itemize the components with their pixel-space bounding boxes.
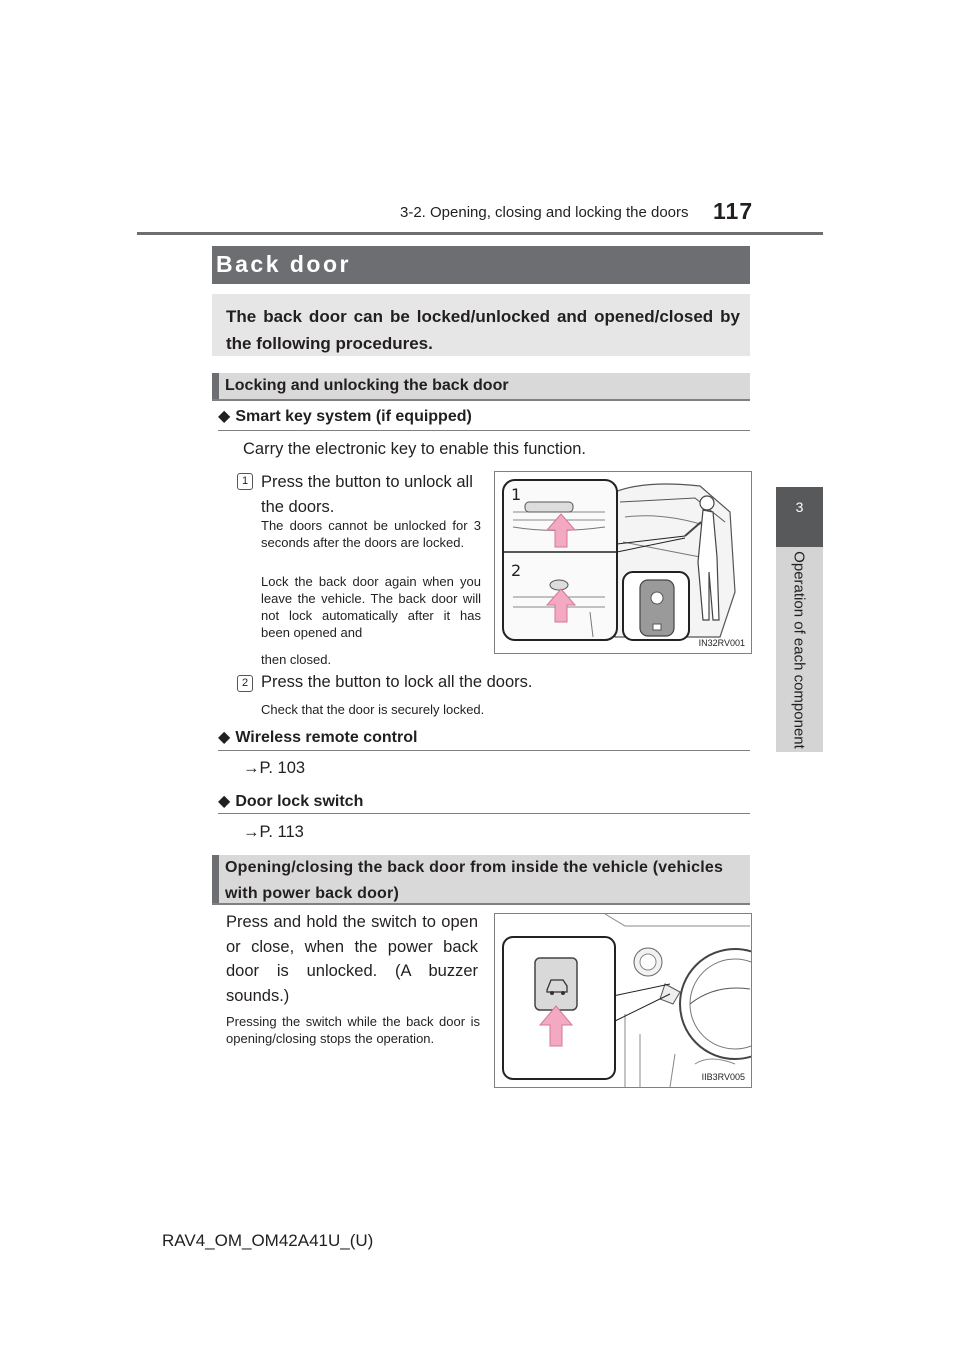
step-number-icon: 1 [237, 473, 253, 490]
figure-code: IN32RV001 [698, 638, 745, 648]
section-header: 3-2. Opening, closing and locking the doors [400, 204, 689, 221]
subheading-wireless [218, 727, 417, 747]
subheading-smart-key [218, 406, 472, 426]
figure-label-2: 2 [511, 561, 522, 580]
subheading-text: Wireless remote control [235, 729, 418, 746]
page-title: Back door [216, 251, 351, 277]
step1-title-line2: the doors. [261, 498, 335, 516]
section-heading-locking [212, 373, 750, 401]
section-heading-inside [212, 855, 750, 905]
section-heading-text: Locking and unlocking the back door [225, 377, 509, 394]
smart-key-figure [494, 471, 752, 654]
wireless-page-ref[interactable]: →P. 103 [243, 759, 306, 777]
subheading-text: Smart key system (if equipped) [235, 408, 472, 425]
smart-key-description: Carry the electronic key to enable this function. [243, 440, 587, 458]
intro-text: The back door can be locked/unlocked and opened/closed by the following procedures. [226, 307, 740, 353]
step1-note2-end: then closed. [261, 652, 332, 667]
header-rule [137, 232, 823, 235]
diamond-icon: ◆ [218, 729, 231, 746]
chapter-tab [776, 487, 823, 547]
door-lock-page-ref[interactable]: →P. 113 [243, 823, 304, 841]
section-accent [212, 373, 219, 399]
step2-note: Check that the door is securely locked. [261, 702, 485, 717]
section-heading-line1: Opening/closing the back door from inside the vehicle (vehicles [225, 859, 724, 876]
step1-note1: The doors cannot be unlocked for 3 seconds after the doors are locked. [261, 518, 481, 550]
inside-instructions: Press and hold the switch to open or close, when the power back door is unlocked. (A buzzer sounds.) [226, 913, 478, 1005]
chapter-number: 3 [795, 499, 804, 515]
section-heading-text [225, 855, 723, 907]
figure-code: IIB3RV005 [701, 1072, 745, 1082]
step1-title-line1: Press the button to unlock all [261, 473, 473, 491]
step-number-icon: 2 [237, 675, 253, 692]
figure-label-1: 1 [511, 485, 522, 504]
subheading-text: Door lock switch [235, 793, 364, 810]
power-back-door-illustration [495, 914, 751, 1087]
section-heading-line2: with power back door) [225, 885, 399, 902]
step2-title: Press the button to lock all the doors. [261, 673, 533, 691]
subheading-rule [218, 813, 750, 814]
subheading-door-lock-switch [218, 791, 363, 811]
section-accent [212, 855, 219, 903]
subheading-rule [218, 430, 750, 431]
subheading-rule [218, 750, 750, 751]
chapter-title: Operation of each component [790, 551, 808, 749]
diamond-icon: ◆ [218, 793, 231, 810]
step1-title [261, 470, 473, 520]
smart-key-illustration [495, 472, 751, 653]
diamond-icon: ◆ [218, 408, 231, 425]
power-back-door-figure [494, 913, 752, 1088]
page-number: 117 [713, 198, 754, 224]
footer-document-code: RAV4_OM_OM42A41U_(U) [162, 1231, 374, 1250]
inside-note: Pressing the switch while the back door is opening/closing stops the operation. [226, 1014, 480, 1046]
step1-note2: Lock the back door again when you leave the vehicle. The back door will not lock automatically after it has been opened and [261, 574, 481, 640]
